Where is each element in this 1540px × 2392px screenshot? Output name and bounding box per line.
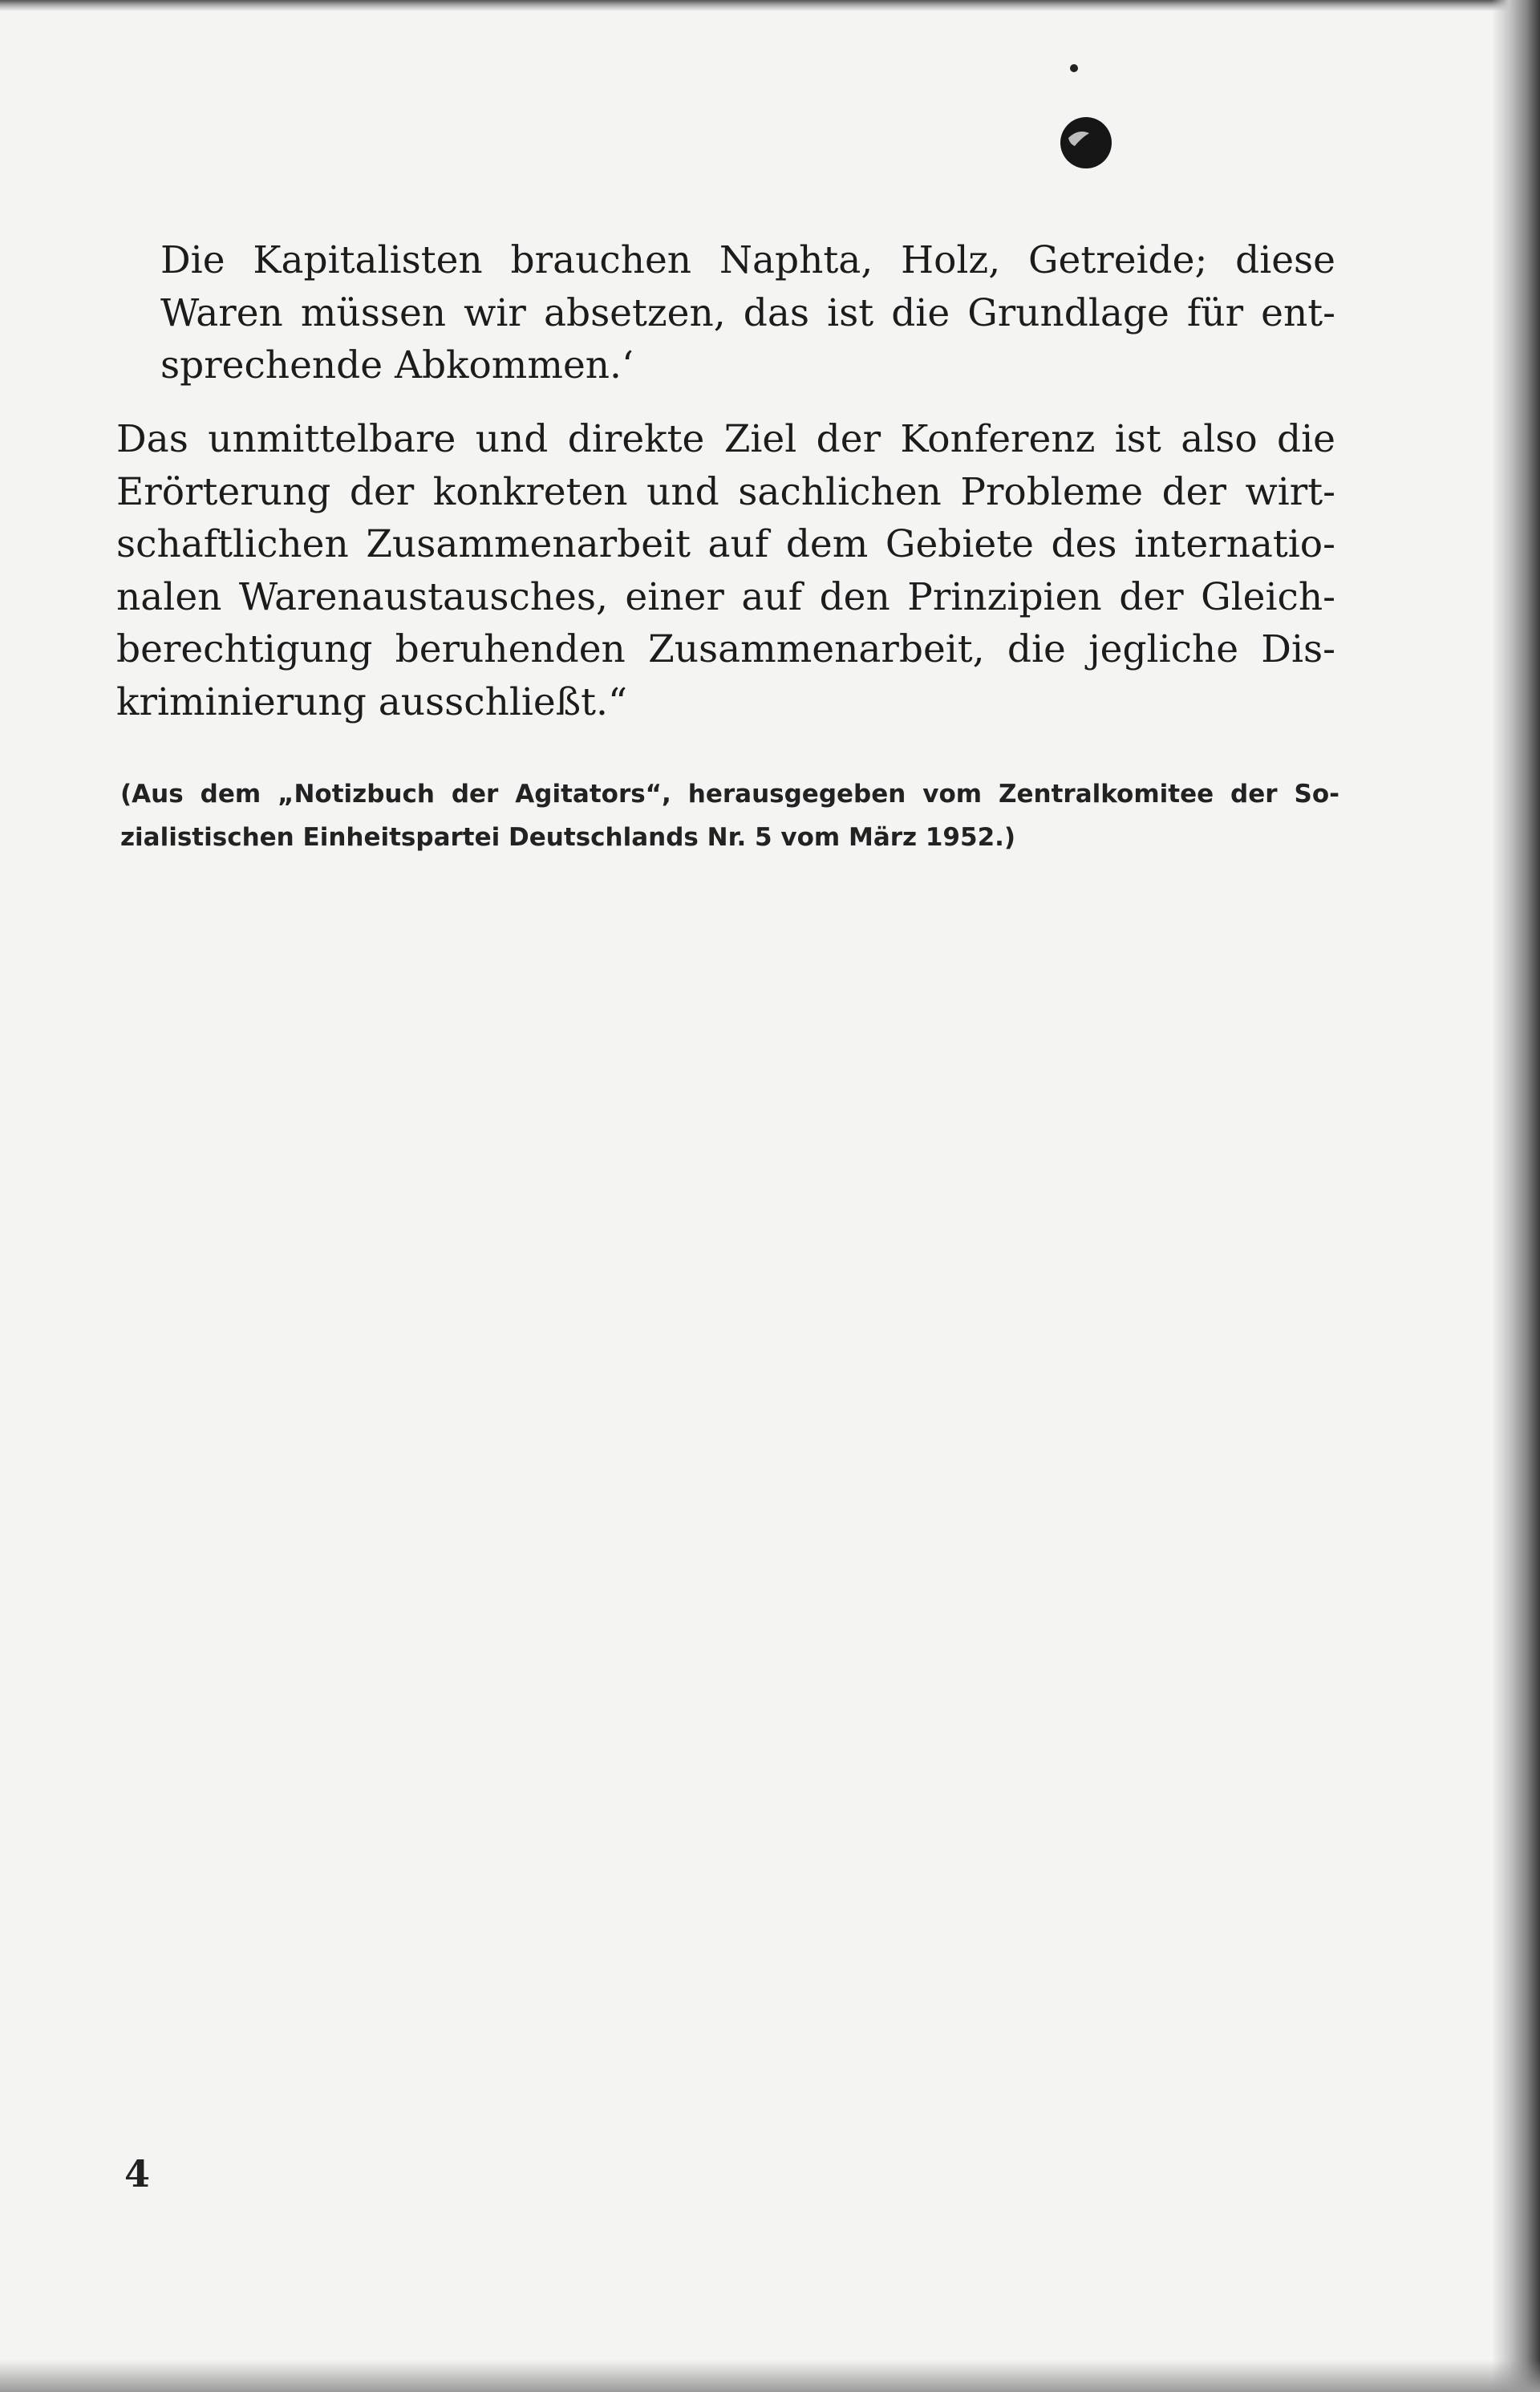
quote-text: [160, 234, 1335, 392]
quote-line: Waren müssen wir absetzen, das ist die Grundlage für ent-: [160, 290, 1335, 335]
paragraph-line: schaftlichen Zusammenarbeit auf dem Gebiete des internatio-: [116, 522, 1335, 566]
citation-line: (Aus dem „Notizbuch der Agitators“, herausgegeben vom Zentralkomitee der So-: [120, 780, 1339, 809]
scan-edge-top: [0, 0, 1540, 11]
paragraph-line: berechtigung beruhenden Zusammenarbeit, die jegliche Dis-: [116, 627, 1335, 671]
main-paragraph: [116, 413, 1335, 728]
citation-line: zialistischen Einheitspartei Deutschlands Nr. 5 vom März 1952.): [120, 823, 1016, 852]
source-citation: [120, 772, 1339, 859]
quote-line: Die Kapitalisten brauchen Naphta, Holz, Getreide; diese: [160, 238, 1335, 282]
paragraph-line: Das unmittelbare und direkte Ziel der Konferenz ist also die: [116, 417, 1335, 461]
quote-line: sprechende Abkommen.‘: [160, 343, 634, 387]
scan-edge-bottom: [0, 2360, 1540, 2392]
ink-dot: [1070, 64, 1078, 72]
punch-hole-mark: [1057, 114, 1115, 172]
page-number: 4: [124, 2152, 151, 2195]
scan-edge-right: [1492, 0, 1540, 2392]
paragraph-line: nalen Warenaustausches, einer auf den Prinzipien der Gleich-: [116, 574, 1335, 619]
paragraph-line: Erörterung der konkreten und sachlichen Probleme der wirt-: [116, 469, 1335, 514]
paragraph-line: kriminierung ausschließt.“: [116, 679, 627, 724]
